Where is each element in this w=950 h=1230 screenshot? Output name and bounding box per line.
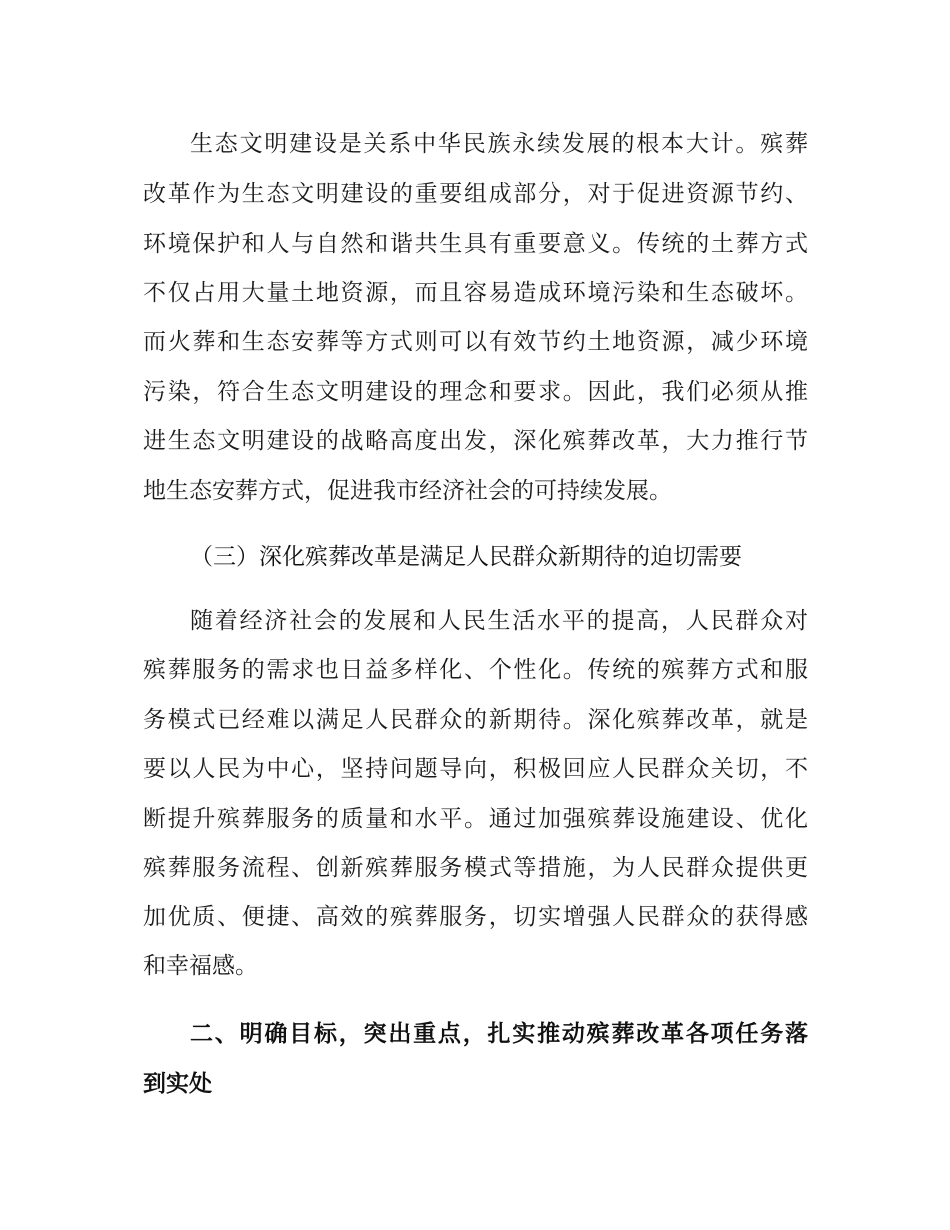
text-line: 和幸福感。 (143, 953, 258, 979)
text-line: 随着经济社会的发展和人民生活水平的提高，人民群众对 (190, 608, 808, 634)
text-line: 污染，符合生态文明建设的理念和要求。因此，我们必须从推 (143, 379, 808, 405)
text-line: 要以人民为中心，坚持问题导向，积极回应人民群众关切，不 (143, 756, 808, 782)
heading-line: 到实处 (143, 1071, 212, 1097)
text-line: 改革作为生态文明建设的重要组成部分，对于促进资源节约、 (143, 181, 808, 207)
text-line: 生态文明建设是关系中华民族永续发展的根本大计。殡葬 (190, 131, 808, 157)
text-line: 断提升殡葬服务的质量和水平。通过加强殡葬设施建设、优化 (143, 806, 808, 832)
text-line: 环境保护和人与自然和谐共生具有重要意义。传统的土葬方式 (143, 231, 808, 257)
text-line: 殡葬服务流程、创新殡葬服务模式等措施，为人民群众提供更 (143, 855, 808, 881)
text-line: 不仅占用大量土地资源，而且容易造成环境污染和生态破坏。 (143, 280, 808, 306)
text-line: 殡葬服务的需求也日益多样化、个性化。传统的殡葬方式和服 (143, 657, 808, 683)
text-line: 而火葬和生态安葬等方式则可以有效节约土地资源，减少环境 (143, 329, 808, 355)
section-heading-3: （三）深化殡葬改革是满足人民群众新期待的迫切需要 (190, 544, 742, 570)
text-line: 进生态文明建设的战略高度出发，深化殡葬改革，大力推行节 (143, 428, 808, 454)
text-line: 加优质、便捷、高效的殡葬服务，切实增强人民群众的获得感 (143, 904, 808, 930)
text-line: 地生态安葬方式，促进我市经济社会的可持续发展。 (143, 478, 672, 504)
text-line: 务模式已经难以满足人民群众的新期待。深化殡葬改革，就是 (143, 707, 808, 733)
heading-line: 二、明确目标，突出重点，扎实推动殡葬改革各项任务落 (190, 1021, 808, 1047)
